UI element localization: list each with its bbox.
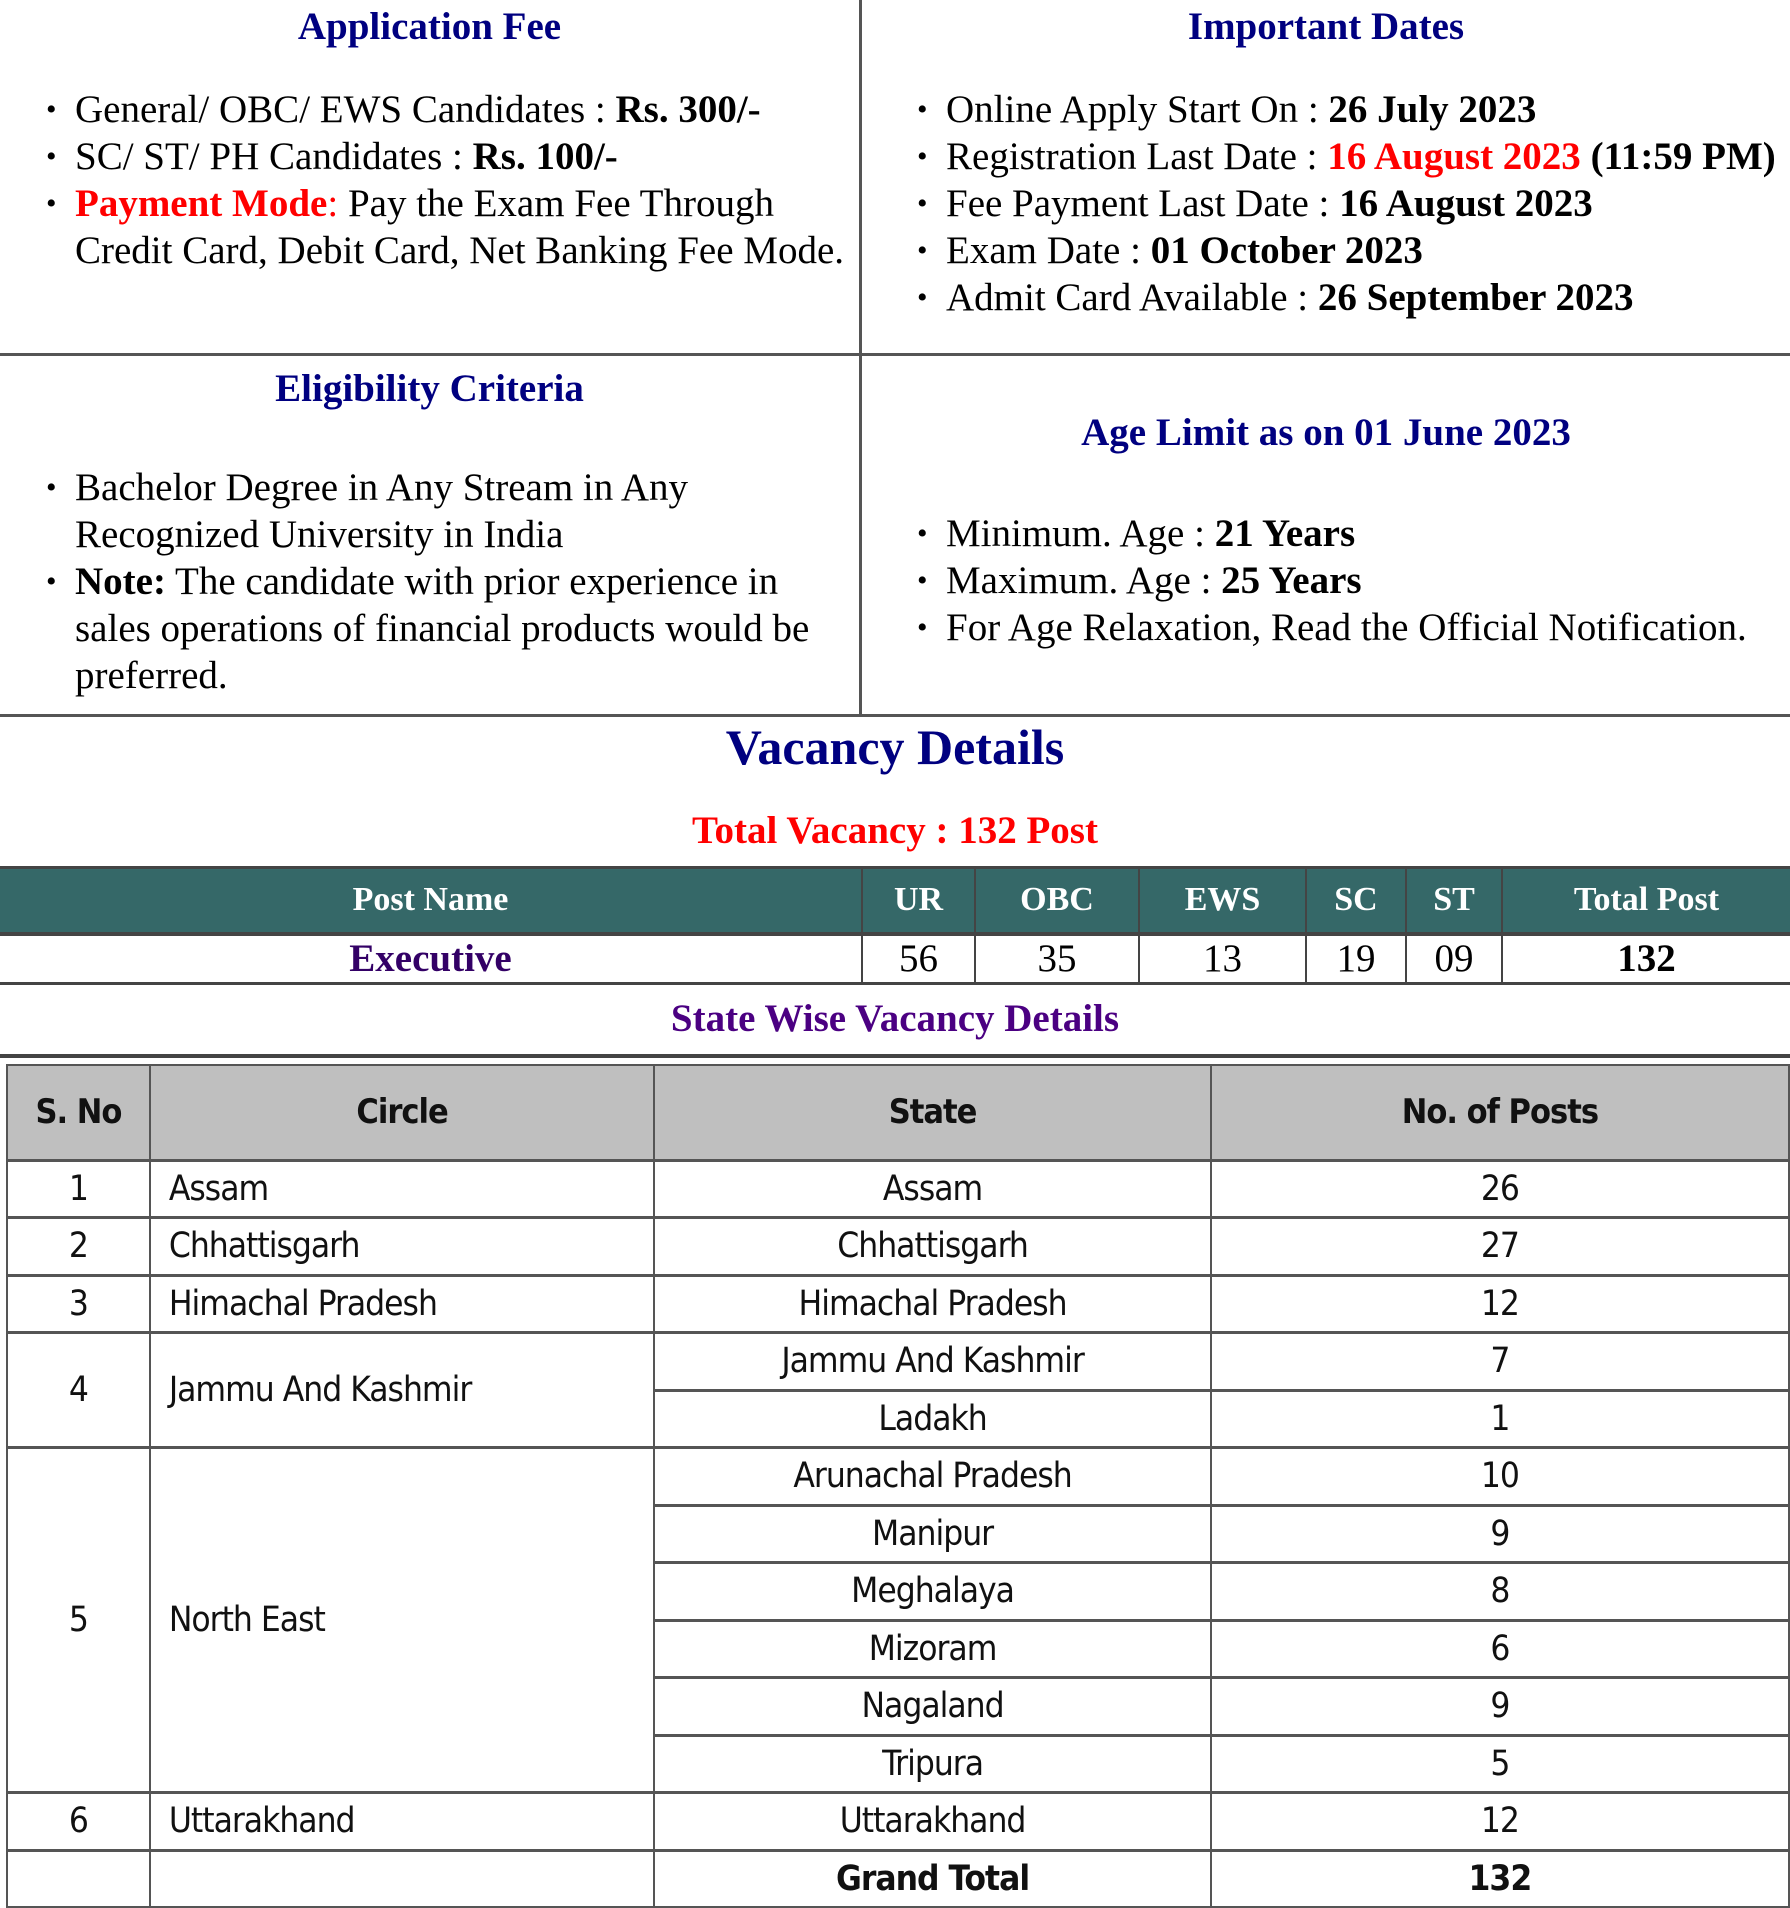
list-item: • SC/ ST/ PH Candidates : Rs. 100/- bbox=[0, 133, 860, 180]
table-row: Mizoram 6 bbox=[7, 1620, 1789, 1678]
list-item: • Fee Payment Last Date : 16 August 2023 bbox=[862, 180, 1790, 227]
important-dates-section bbox=[862, 0, 1790, 353]
eligibility-section bbox=[0, 356, 862, 714]
date-value: 16 August 2023 bbox=[1339, 182, 1593, 225]
table-row: 1 Assam Assam 26 bbox=[7, 1160, 1789, 1218]
application-fee-list bbox=[0, 86, 860, 274]
list-item: • Minimum. Age : 21 Years bbox=[862, 510, 1790, 557]
info-row-2 bbox=[0, 356, 1790, 717]
list-item: • Registration Last Date : 16 August 2023 (11:59 PM) bbox=[862, 133, 1790, 180]
info-row-1 bbox=[0, 0, 1790, 356]
grand-total-row bbox=[7, 1850, 1789, 1908]
eligibility-title: Eligibility Criteria bbox=[275, 367, 584, 410]
list-item: • Admit Card Available : 26 September 2023 bbox=[862, 274, 1790, 321]
category-vacancy-table bbox=[0, 866, 1790, 985]
date-value-highlight: 16 August 2023 bbox=[1327, 135, 1581, 178]
payment-mode-label: Payment Mode bbox=[75, 182, 328, 225]
table-row: 5 North East Arunachal Pradesh 10 bbox=[7, 1448, 1789, 1506]
col-st: ST bbox=[1406, 868, 1502, 934]
col-sc: SC bbox=[1306, 868, 1406, 934]
table-row: 6 Uttarakhand Uttarakhand 12 bbox=[7, 1793, 1789, 1851]
important-dates-title: Important Dates bbox=[1187, 5, 1465, 48]
list-item: • Bachelor Degree in Any Stream in Any Recognized University in India bbox=[0, 464, 860, 558]
application-fee-section bbox=[0, 0, 862, 353]
fee-value: Rs. 300/- bbox=[615, 88, 761, 131]
state-wise-title: State Wise Vacancy Details bbox=[670, 997, 1120, 1040]
list-item: • Note: The candidate with prior experience in sales operations of financial products would be preferred. bbox=[0, 558, 860, 699]
table-row: Nagaland 9 bbox=[7, 1678, 1789, 1736]
col-total-post: Total Post bbox=[1502, 868, 1790, 934]
application-fee-title: Application Fee bbox=[297, 5, 562, 48]
date-value: 01 October 2023 bbox=[1150, 229, 1423, 272]
total-vacancy: Total Vacancy : 132 Post bbox=[692, 809, 1098, 852]
col-circle: Circle bbox=[150, 1065, 655, 1160]
age-limit-section bbox=[862, 356, 1790, 714]
state-wise-table bbox=[6, 1064, 1790, 1908]
col-ur: UR bbox=[862, 868, 975, 934]
table-header-row bbox=[0, 868, 1790, 934]
date-value: 26 July 2023 bbox=[1328, 88, 1537, 131]
important-dates-list bbox=[862, 86, 1790, 321]
grand-total-value: 132 bbox=[1211, 1850, 1789, 1908]
st-cell: 09 bbox=[1406, 934, 1502, 984]
fee-value: Rs. 100/- bbox=[472, 135, 618, 178]
total-post-cell: 132 bbox=[1502, 934, 1790, 984]
col-sno: S. No bbox=[7, 1065, 150, 1160]
list-item: • Exam Date : 01 October 2023 bbox=[862, 227, 1790, 274]
table-row bbox=[0, 934, 1790, 984]
info-grid bbox=[0, 0, 1790, 717]
age-limit-title: Age Limit as on 01 June 2023 bbox=[1081, 411, 1571, 454]
table-row: Meghalaya 8 bbox=[7, 1563, 1789, 1621]
ur-cell: 56 bbox=[862, 934, 975, 984]
state-wise-divider bbox=[0, 1054, 1790, 1058]
obc-cell: 35 bbox=[975, 934, 1139, 984]
table-row: Tripura 5 bbox=[7, 1735, 1789, 1793]
grand-total-label: Grand Total bbox=[654, 1850, 1210, 1908]
table-row: Manipur 9 bbox=[7, 1505, 1789, 1563]
table-row: 4 Jammu And Kashmir Jammu And Kashmir 7 bbox=[7, 1333, 1789, 1391]
col-post-name: Post Name bbox=[0, 868, 862, 934]
table-row: 2 Chhattisgarh Chhattisgarh 27 bbox=[7, 1218, 1789, 1276]
table-row: 3 Himachal Pradesh Himachal Pradesh 12 bbox=[7, 1275, 1789, 1333]
list-item: • Maximum. Age : 25 Years bbox=[862, 557, 1790, 604]
eligibility-list bbox=[0, 464, 860, 699]
vacancy-details-title: Vacancy Details bbox=[725, 719, 1065, 775]
col-state: State bbox=[654, 1065, 1210, 1160]
col-posts: No. of Posts bbox=[1211, 1065, 1789, 1160]
list-item: • For Age Relaxation, Read the Official Notification. bbox=[862, 604, 1790, 651]
col-obc: OBC bbox=[975, 868, 1139, 934]
list-item: • General/ OBC/ EWS Candidates : Rs. 300/- bbox=[0, 86, 860, 133]
list-item: • Payment Mode: Pay the Exam Fee Through Credit Card, Debit Card, Net Banking Fee Mode. bbox=[0, 180, 860, 274]
table-row: Ladakh 1 bbox=[7, 1390, 1789, 1448]
sc-cell: 19 bbox=[1306, 934, 1406, 984]
list-item: • Online Apply Start On : 26 July 2023 bbox=[862, 86, 1790, 133]
post-name-cell: Executive bbox=[349, 937, 512, 981]
age-limit-list bbox=[862, 510, 1790, 651]
ews-cell: 13 bbox=[1139, 934, 1306, 984]
table-header-row bbox=[7, 1065, 1789, 1160]
col-ews: EWS bbox=[1139, 868, 1306, 934]
date-value: 26 September 2023 bbox=[1317, 276, 1634, 319]
